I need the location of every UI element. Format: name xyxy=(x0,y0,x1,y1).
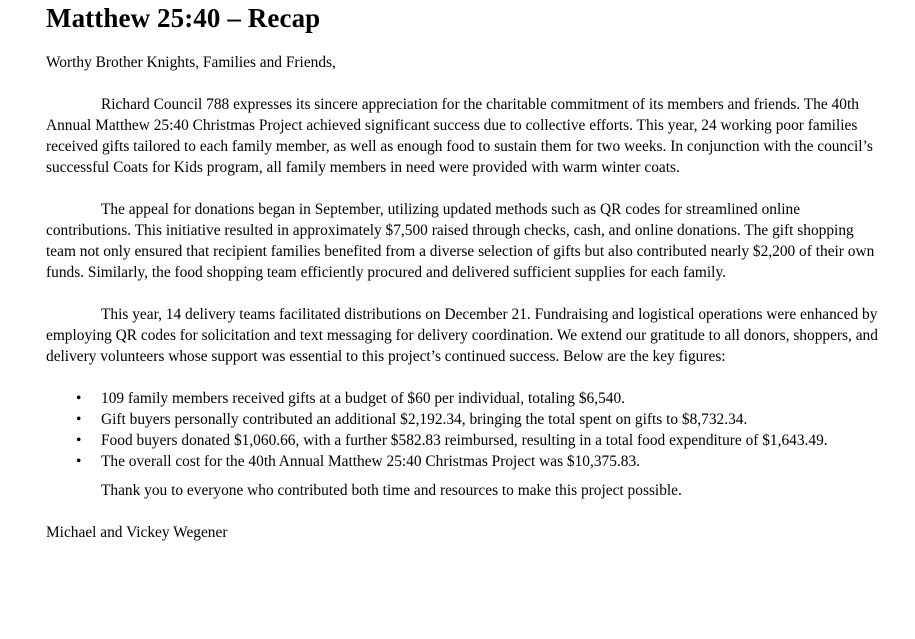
list-item-text: Food buyers donated $1,060.66, with a further $582.83 reimbursed, resulting in a total food expenditure of $1,643.49. xyxy=(101,432,828,449)
bullet-icon: • xyxy=(76,411,82,428)
list-item xyxy=(46,388,886,409)
bullet-icon: • xyxy=(76,390,82,407)
list-item xyxy=(46,409,886,430)
list-item xyxy=(46,430,886,451)
bullet-icon: • xyxy=(76,432,82,449)
thank-you-note: Thank you to everyone who contributed both time and resources to make this project possible. xyxy=(101,482,682,499)
signature: Michael and Vickey Wegener xyxy=(46,524,228,541)
list-item xyxy=(46,451,886,472)
list-item-text: 109 family members received gifts at a budget of $60 per individual, totaling $6,540. xyxy=(101,390,626,407)
paragraph-donations: The appeal for donations began in September, utilizing updated methods such as QR codes for streamlined online contributions. This initiative resulted in approximately $7,500 raised through checks, cash, and online donations. The gift shopping team not only ensured that recipient families benefited from a diverse selection of gifts but also contributed nearly $2,200 of their own funds. Similarly, the food shopping team efficiently procured and delivered sufficient supplies for each family. xyxy=(46,201,875,281)
salutation: Worthy Brother Knights, Families and Friends, xyxy=(46,54,336,71)
list-item-text: Gift buyers personally contributed an additional $2,192.34, bringing the total spent on gifts to $8,732.34. xyxy=(101,411,748,428)
page-title: Matthew 25:40 – Recap xyxy=(46,3,321,33)
document-page xyxy=(46,0,886,543)
bullet-icon: • xyxy=(76,453,82,470)
paragraph-delivery: This year, 14 delivery teams facilitated distributions on December 21. Fundraising and logistical operations were enhanced by employing QR codes for solicitation and text messaging for delivery coordination. We extend our gratitude to all donors, shoppers, and delivery volunteers whose support was essential to this project’s continued success. Below are the key figures: xyxy=(46,306,878,365)
key-figures-list xyxy=(46,388,886,472)
paragraph-appreciation: Richard Council 788 expresses its sincere appreciation for the charitable commitment of its members and friends. The 40th Annual Matthew 25:40 Christmas Project achieved significant success due to collective efforts. This year, 24 working poor families received gifts tailored to each family member, as well as enough food to sustain them for two weeks. In conjunction with the council’s successful Coats for Kids program, all family members in need were provided with warm winter coats. xyxy=(46,96,873,176)
list-item-text: The overall cost for the 40th Annual Matthew 25:40 Christmas Project was $10,375.83. xyxy=(101,453,641,470)
